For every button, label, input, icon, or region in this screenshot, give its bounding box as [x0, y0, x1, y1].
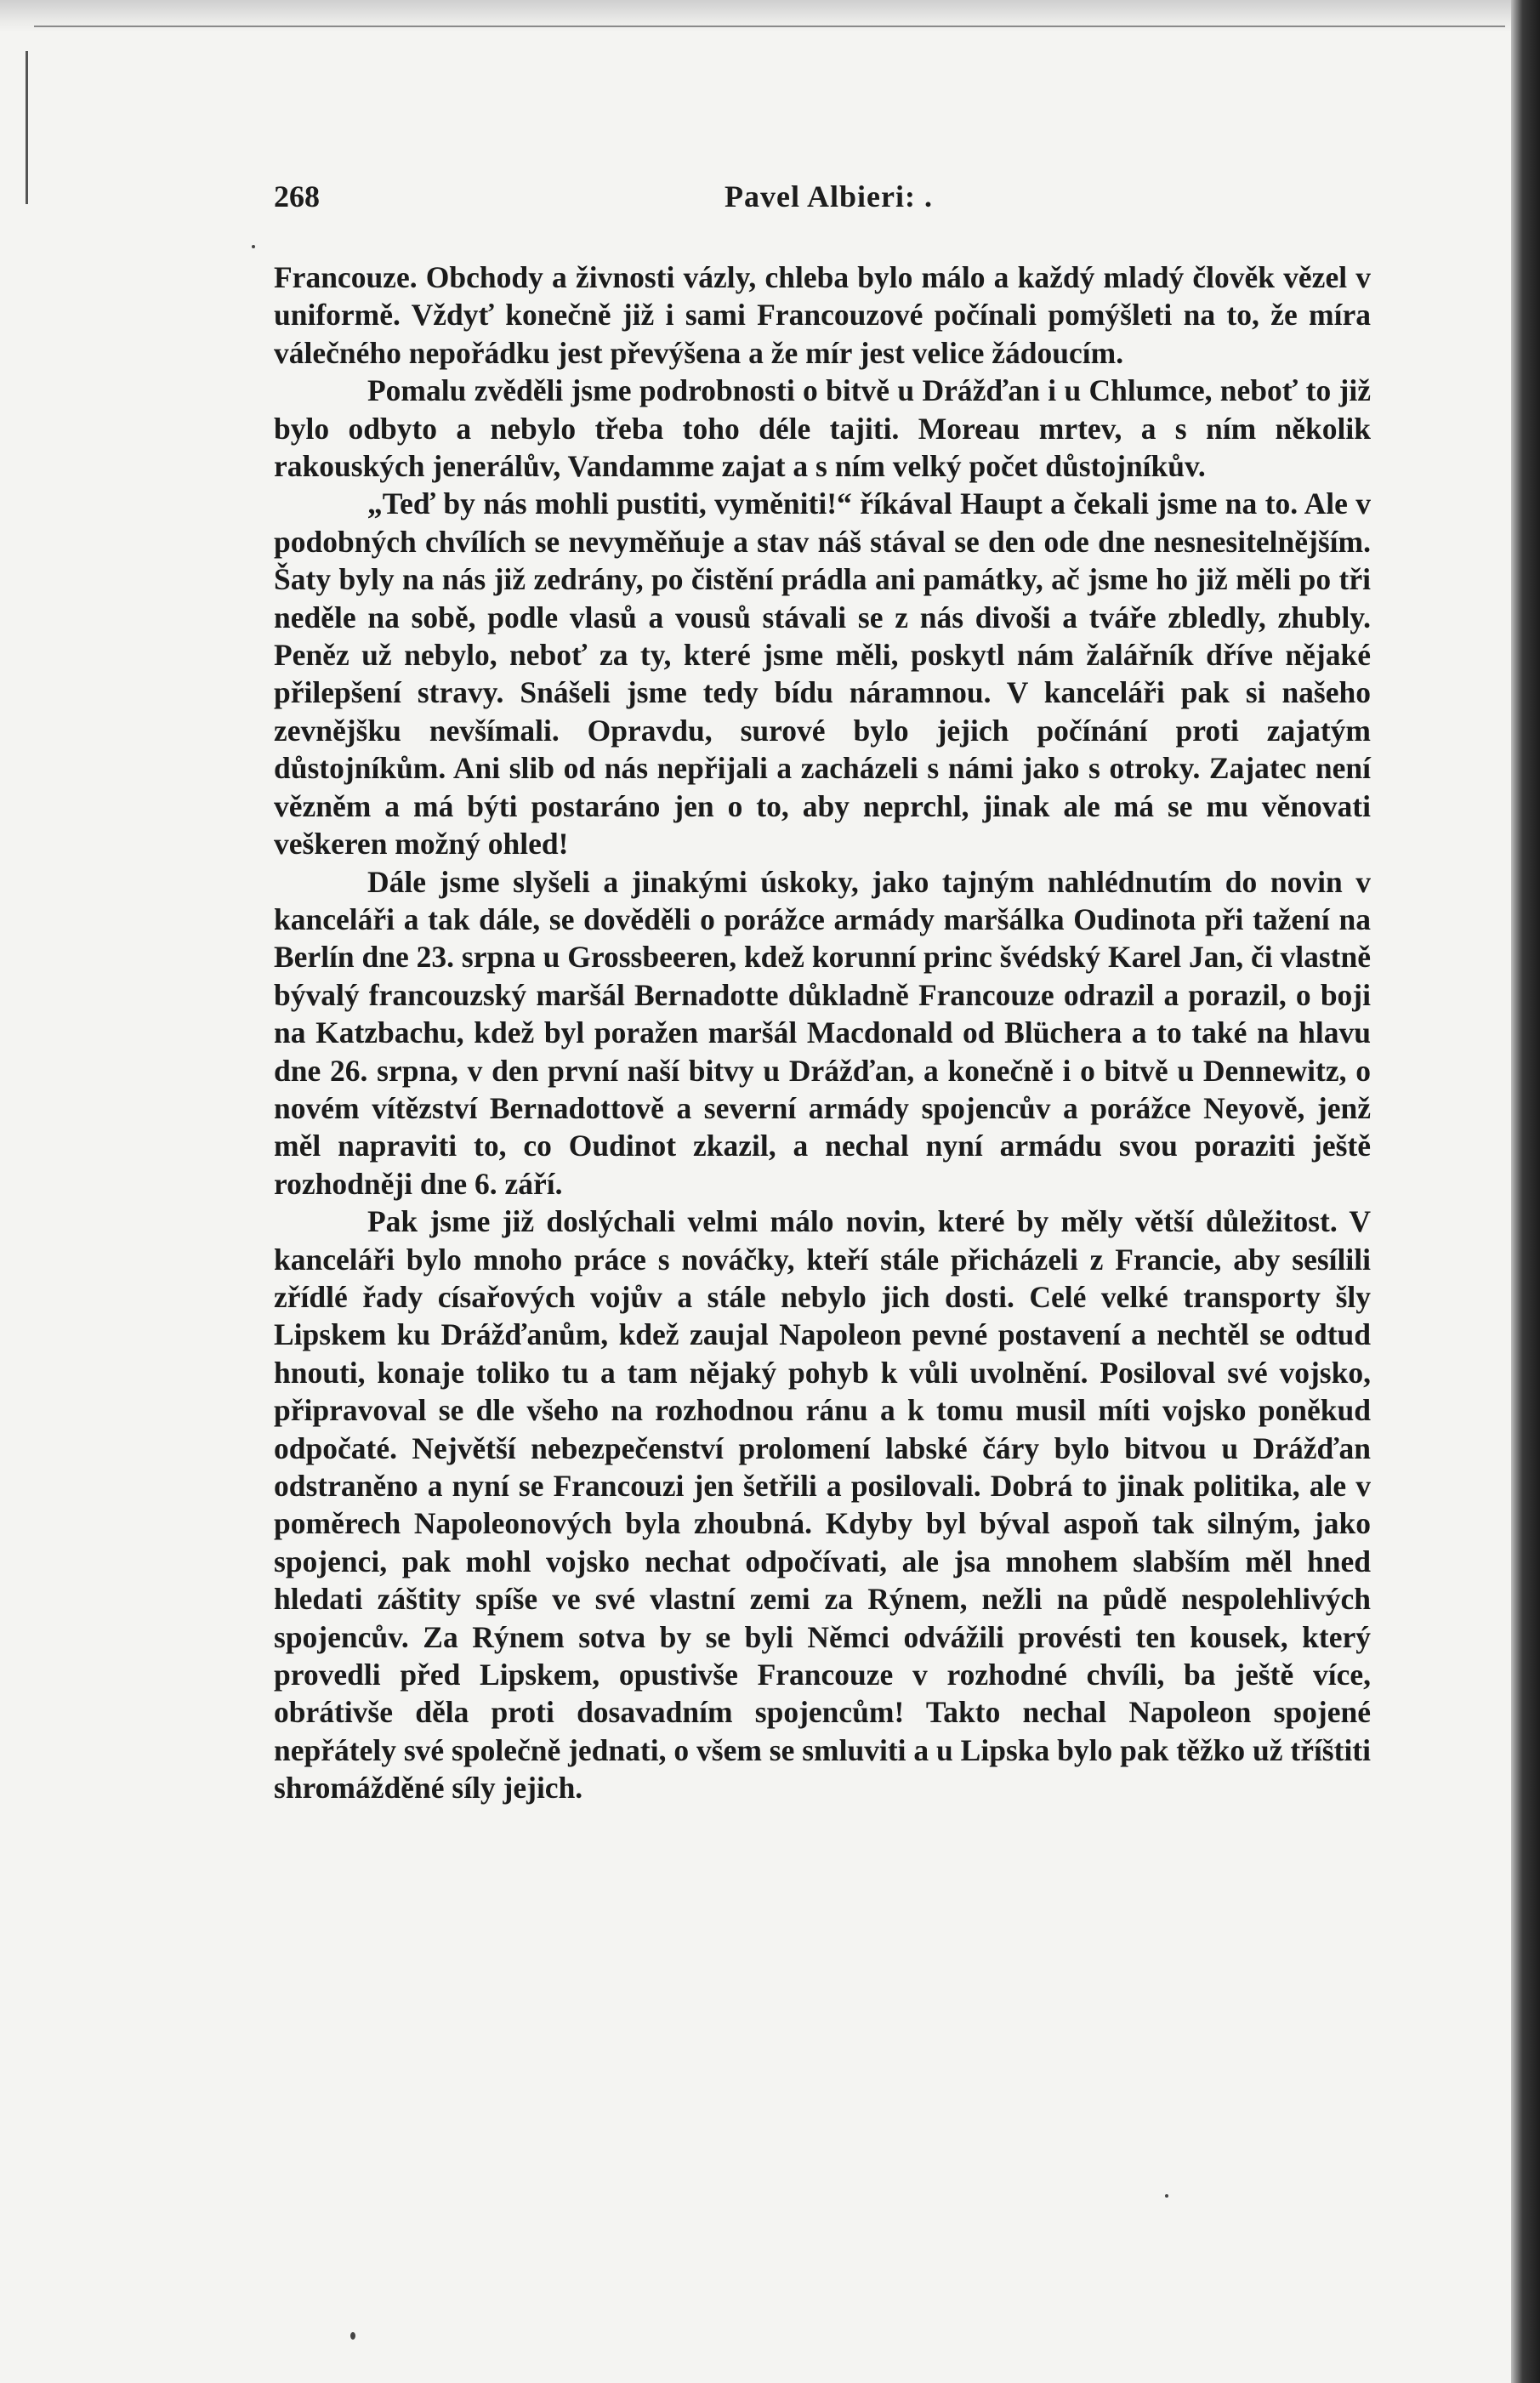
scan-speck — [252, 245, 255, 248]
scan-right-edge — [1511, 0, 1540, 2383]
page-number: 268 — [274, 179, 320, 213]
running-head: Pavel Albieri: . — [725, 179, 933, 213]
paragraph: Pak jsme již doslýchali velmi málo novin, které by měly větší důležitost. V kanceláři bylo mnoho práce s nováčky, kteří stále přicházeli z Francie, aby sesílili zřídlé řady císařových vojův a stále nebylo jich dosti. Celé velké transporty šly Lipskem ku Drážďanům, kdež zaujal Napoleon pevné postavení a nechtěl se odtud hnouti, konaje toliko tu a tam nějaký pohyb k vůli uvolnění. Posiloval své vojsko, připravoval se dle všeho na rozhodnou ránu a k tomu musil míti vojsko poněkud odpočaté. Největší nebezpečenství prolomení labské čáry bylo bitvou u Drážďan odstraněno a nyní se Francouzi jen šetřili a posilovali. Dobrá to jinak politika, ale v poměrech Napoleonových byla zhoubná. Kdyby byl býval aspoň tak silným, jako spojenci, pak mohl vojsko nechat odpočívati, ale jsa mnohem slabším měl hned hledati záštity spíše ve své vlastní zemi za Rýnem, nežli na půdě nespolehlivých spojencův. Za Rýnem sotva by se byli Němci odvážili provésti ten kousek, který provedli před Lipskem, opustivše Francouze v rozhodné chvíli, ba ještě více, obrátivše děla proti dosavadním spojencům! Takto nechal Napoleon spojené nepřátely své společně jednati, o všem se smluviti a u Lipska bylo pak těžko už tříštiti shromážděné síly jejich. — [274, 1204, 1371, 1806]
scan-speck — [1165, 2194, 1168, 2198]
body-text — [274, 259, 1371, 1807]
scan-left-mark — [26, 51, 28, 204]
scan-top-rule — [34, 26, 1505, 27]
page-header — [274, 179, 1379, 230]
paragraph: Francouze. Obchody a živnosti vázly, chleba bylo málo a každý mladý člověk vězel v uniformě. Vždyť konečně již i sami Francouzové počínali pomýšleti na to, že míra válečného nepořádku jest převýšena a že mír jest velice žádoucím. — [274, 260, 1371, 370]
paragraph: „Teď by nás mohli pustiti, vyměniti!“ říkával Haupt a čekali jsme na to. Ale v podobných chvílích se nevyměňuje a stav náš stával se den ode dne nesnesitelnějším. Šaty byly na nás již zedrány, po čistění prádla ani památky, ač jsme ho již měli po tři neděle na sobě, podle vlasů a vousů stávali se z nás divoši a tváře zbledly, zhubly. Peněz už nebylo, neboť za ty, které jsme měli, poskytl nám žalářník dříve nějaké přilepšení stravy. Snášeli jsme tedy bídu náramnou. V kanceláři pak si našeho zevnějšku nevšímali. Opravdu, surové bylo jejich počínání proti zajatým důstojníkům. Ani slib od nás nepřijali a zacházeli s námi jako s otroky. Zajatec není vězněm a má býti postaráno jen o to, aby neprchl, jinak ale má se mu věnovati veškeren možný ohled! — [274, 486, 1371, 862]
scan-speck — [350, 2332, 355, 2340]
paragraph: Dále jsme slyšeli a jinakými úskoky, jako tajným nahlédnutím do novin v kanceláři a tak dále, se dověděli o porážce armády maršálka Oudinota při tažení na Berlín dne 23. srpna u Grossbeeren, kdež korunní princ švédský Karel Jan, či vlastně bývalý francouzský maršál Bernadotte důkladně Francouze odrazil a porazil, o boji na Katzbachu, kdež byl poražen maršál Macdonald od Blüchera a to také na hlavu dne 26. srpna, v den první naší bitvy u Drážďan, a konečně i o bitvě u Dennewitz, o novém vítězství Bernadottově a severní armády spojencův a porážce Neyově, jenž měl napraviti to, co Oudinot zkazil, a nechal nyní armádu svou poraziti ještě rozhodněji dne 6. září. — [274, 864, 1371, 1201]
scan-top-edge — [0, 0, 1514, 32]
paragraph: Pomalu zvěděli jsme podrobnosti o bitvě u Drážďan i u Chlumce, neboť to již bylo odbyto a nebylo třeba toho déle tajiti. Moreau mrtev, a s ním několik rakouských jenerálův, Vandamme zajat a s ním velký počet důstojníkův. — [274, 373, 1371, 484]
